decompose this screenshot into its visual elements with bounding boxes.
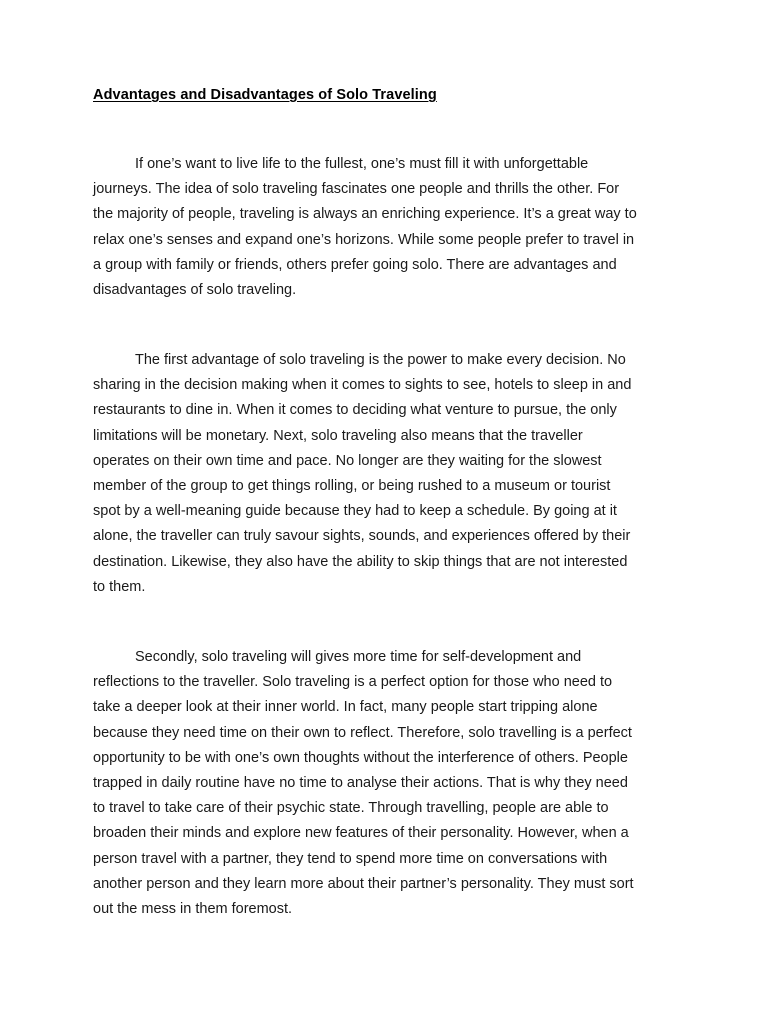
text-line: The first advantage of solo traveling is the power to make every decision. No [135, 352, 626, 368]
text-line: a group with family or friends, others prefer going solo. There are advantages and [93, 256, 617, 273]
document-title: Advantages and Disadvantages of Solo Traveling [93, 87, 437, 103]
text-line: opportunity to be with one’s own thoughts without the interference of others. People [93, 749, 628, 766]
text-line: disadvantages of solo traveling. [93, 282, 297, 299]
text-line: spot by a well-meaning guide because they had to keep a schedule. By going at it [93, 503, 617, 520]
text-line: sharing in the decision making when it comes to sights to see, hotels to sleep in and [93, 377, 632, 394]
text-line: to them. [93, 578, 146, 595]
text-line: the majority of people, traveling is always an enriching experience. It’s a great way to [93, 206, 637, 223]
text-line: person travel with a partner, they tend to spend more time on conversations with [93, 850, 608, 867]
text-line: out the mess in them foremost. [93, 901, 293, 918]
text-line: reflections to the traveller. Solo traveling is a perfect option for those who need to [93, 674, 613, 691]
text-line: relax one’s senses and expand one’s horizons. While some people prefer to travel in [93, 231, 635, 248]
text-line: restaurants to dine in. When it comes to deciding what venture to pursue, the only [93, 402, 617, 419]
text-line: operates on their own time and pace. No longer are they waiting for the slowest [93, 452, 602, 469]
paragraph-second-advantage [93, 645, 693, 922]
text-line: Secondly, solo traveling will gives more time for self-development and [135, 649, 582, 665]
text-line: to travel to take care of their psychic state. Through travelling, people are able to [93, 800, 609, 817]
text-line: destination. Likewise, they also have the ability to skip things that are not interested [93, 553, 628, 570]
text-line: limitations will be monetary. Next, solo traveling also means that the traveller [93, 427, 583, 444]
text-line: take a deeper look at their inner world. In fact, many people start tripping alone [93, 699, 598, 716]
paragraph-introduction [93, 152, 693, 303]
paragraph-first-advantage [93, 348, 693, 600]
text-line: because they need time on their own to reflect. Therefore, solo travelling is a perfect [93, 724, 632, 741]
text-line: member of the group to get things rolling, or being rushed to a museum or tourist [93, 478, 611, 495]
text-line: broaden their minds and explore new features of their personality. However, when a [93, 825, 629, 842]
text-line: If one’s want to live life to the fullest, one’s must fill it with unforgettable [135, 156, 589, 172]
text-line: another person and they learn more about their partner’s personality. They must sort [93, 875, 634, 892]
text-line: journeys. The idea of solo traveling fascinates one people and thrills the other. For [93, 181, 620, 198]
text-line: trapped in daily routine have no time to analyse their actions. That is why they need [93, 775, 628, 792]
text-line: alone, the traveller can truly savour sights, sounds, and experiences offered by their [93, 528, 631, 545]
